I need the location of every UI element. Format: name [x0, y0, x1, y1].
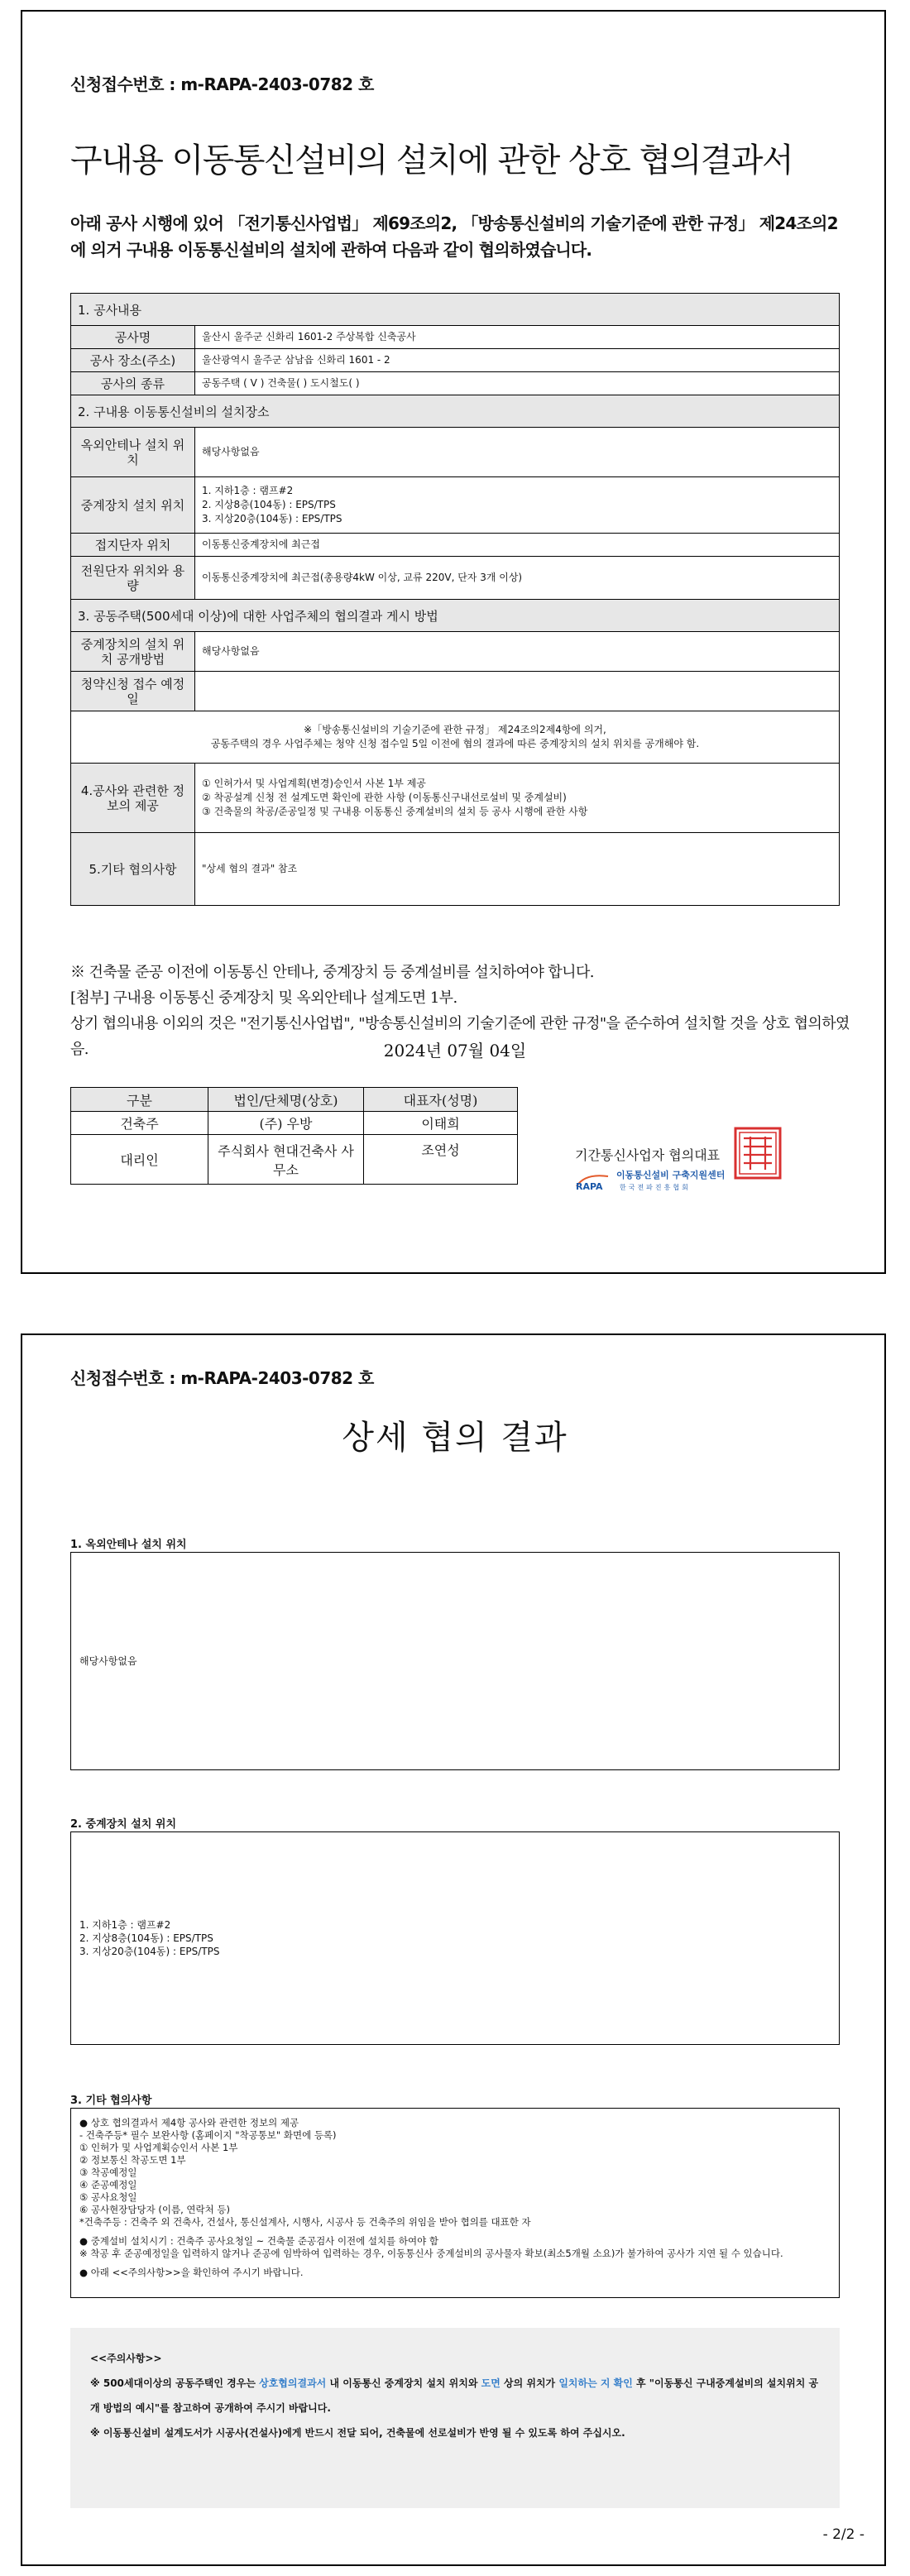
info-provision-label: 4.공사와 관련한 정보의 제공	[71, 764, 195, 833]
agreement-date: 2024년 07월 04일	[383, 1041, 527, 1061]
project-type-label: 공사의 종류	[71, 372, 195, 395]
other-matters-label: 5.기타 협의사항	[71, 833, 195, 906]
info-provision-value	[195, 764, 840, 833]
outdoor-antenna-label: 옥외안테나 설치 위치	[71, 428, 195, 477]
power-terminal-value: 이동통신중계장치에 최근접(총용량4kW 이상, 교류 220V, 단자 3개 이상)	[195, 557, 840, 600]
detail-line: ① 인허가 및 사업계획승인서 사본 1부	[79, 2142, 238, 2153]
caution-highlight: 상호협의결과서	[259, 2377, 327, 2389]
disclosure-notice	[71, 711, 840, 764]
application-number: 신청접수번호 : m-RAPA-2403-0782 호	[70, 1368, 374, 1388]
s1-value: 해당사항없음	[79, 1655, 137, 1667]
caution-text: 상의 위치가	[500, 2377, 559, 2389]
table-cell: (주) 우방	[208, 1112, 364, 1135]
rapa-logo-icon	[575, 1171, 610, 1191]
outdoor-antenna-box	[70, 1552, 840, 1770]
repeater-line: 3. 지상20층(104동) : EPS/TPS	[79, 1946, 220, 1957]
caution-text: ※ 500세대이상의 공동주택인 경우는	[90, 2377, 260, 2389]
application-number: 신청접수번호 : m-RAPA-2403-0782 호	[70, 74, 374, 94]
other-matters-value: "상세 협의 결과" 참조	[195, 833, 840, 906]
detail-line: ● 아래 <<주의사항>>을 확인하여 주시기 바랍니다.	[79, 2267, 304, 2278]
caution-line-1	[90, 2371, 820, 2420]
page-number: - 2/2 -	[822, 2526, 864, 2543]
repeater-line: 2. 지상8층(104동) : EPS/TPS	[79, 1932, 213, 1944]
official-seal-icon	[734, 1127, 782, 1180]
caution-text: 내 이동통신 중계장치 설치 위치와	[326, 2377, 481, 2389]
table-cell: 건축주	[71, 1112, 208, 1135]
subscription-date-label: 청약신청 접수 예정일	[71, 672, 195, 711]
outdoor-antenna-value: 해당사항없음	[195, 428, 840, 477]
detail-line: ④ 준공예정일	[79, 2179, 137, 2191]
table-cell: 이태희	[364, 1112, 518, 1135]
note-line: 상기 협의내용 이외의 것은 "전기통신사업법", "방송통신설비의 기술기준에 관한 규정"을 준수하여 설치할 것을 상호 협의하였음.	[70, 1015, 850, 1058]
caution-title: <<주의사항>>	[90, 2353, 162, 2364]
agency-line: 기간통신사업자 협의대표	[575, 1147, 721, 1163]
repeater-line: 2. 지상8층(104동) : EPS/TPS	[202, 499, 336, 510]
repeater-line: 3. 지상20층(104동) : EPS/TPS	[202, 513, 342, 524]
detail-line: *건축주등 : 건축주 외 건축사, 건설사, 통신설계사, 시행사, 시공사 등 건축주의 위임을 받아 협의를 대표한 자	[79, 2216, 531, 2228]
caution-box	[70, 2328, 840, 2508]
info-line: ① 인허가서 및 사업계획(변경)승인서 사본 1부 제공	[202, 778, 426, 789]
caution-line-2: ※ 이동통신설비 설계도서가 시공사(건설사)에게 반드시 전달 되어, 건축물에 선로설비가 반영 될 수 있도록 하여 주십시오.	[90, 2427, 625, 2439]
repeater-location-value	[195, 477, 840, 534]
section2-heading: 2. 구내용 이동통신설비의 설치장소	[71, 395, 840, 428]
project-name-label: 공사명	[71, 326, 195, 349]
page-1	[21, 10, 886, 1274]
detail-line: ● 상호 협의결과서 제4항 공사와 관련한 정보의 제공	[79, 2117, 299, 2128]
disclosure-method-label: 중계장치의 설치 위치 공개방법	[71, 632, 195, 672]
col-header: 대표자(성명)	[364, 1088, 518, 1112]
table-cell: 조연성	[364, 1135, 518, 1185]
other-matters-box	[70, 2108, 840, 2298]
subscription-date-value	[195, 672, 840, 711]
repeater-box	[70, 1831, 840, 2045]
notice-line: 공동주택의 경우 사업주체는 청약 신청 접수일 5일 이전에 협의 결과에 따른 중계장치의 설치 위치를 공개해야 함.	[210, 738, 700, 749]
table-cell: 주식회사 현대건축사 사무소	[208, 1135, 364, 1185]
s1-label: 1. 옥외안테나 설치 위치	[70, 1539, 187, 1551]
detail-line: - 건축주등* 필수 보완사항 (홈페이지 "착공통보" 화면에 등록)	[79, 2129, 337, 2141]
repeater-location-label: 중계장치 설치 위치	[71, 477, 195, 534]
repeater-line: 1. 지하1층 : 램프#2	[202, 485, 294, 496]
detail-line: ⑤ 공사요청일	[79, 2191, 137, 2203]
ground-terminal-value: 이동통신중계장치에 최근접	[195, 534, 840, 557]
section1-heading: 1. 공사내용	[71, 294, 840, 326]
col-header: 법인/단체명(상호)	[208, 1088, 364, 1112]
intro-text: 아래 공사 시행에 있어 「전기통신사업법」 제69조의2, 「방송통신설비의 기술기준에 관한 규정」 제24조의2에 의거 구내용 이동통신설비의 설치에 관하여 다음과 같이 협의하였습니다.	[70, 213, 838, 260]
project-name-value: 울산시 울주군 신화리 1601-2 주상복합 신축공사	[195, 326, 840, 349]
document-title: 구내용 이동통신설비의 설치에 관한 상호 협의결과서	[70, 141, 793, 180]
caution-highlight: 일치하는 지 확인	[558, 2377, 633, 2389]
col-header: 구분	[71, 1088, 208, 1112]
disclosure-method-value: 해당사항없음	[195, 632, 840, 672]
power-terminal-label: 전원단자 위치와 용량	[71, 557, 195, 600]
detail-line: ※ 착공 후 준공예정일을 입력하지 않거나 준공에 임박하여 입력하는 경우, 이동통신사 중계설비의 공사물자 확보(최소5개월 소요)가 불가하여 공사가 지연 될 수 있습니다.	[79, 2248, 783, 2259]
agreement-table	[70, 293, 840, 906]
section3-heading: 3. 공동주택(500세대 이상)에 대한 사업주체의 협의결과 게시 방법	[71, 600, 840, 632]
caution-text: 후 "이동통신 구내중계설비의 설치위치 공개 방법의 예시"를 참고하여 공개하여 주시기 바랍니다.	[90, 2377, 819, 2414]
rapa-name: 이동통신설비 구축지원센터	[616, 1170, 726, 1180]
notice-line: ※「방송통신설비의 기술기준에 관한 규정」 제24조의2제4항에 의거,	[304, 724, 606, 735]
detail-title: 상세 협의 결과	[342, 1419, 568, 1457]
rapa-logo-text: RAPA	[576, 1181, 603, 1191]
page-2	[21, 1333, 886, 2566]
project-type-value: 공동주택 ( V ) 건축물( ) 도시철도( )	[195, 372, 840, 395]
rapa-subtitle: 한국전파진흥협회	[620, 1184, 691, 1191]
detail-line: ● 중계설비 설치시기 : 건축주 공사요청일 ~ 건축물 준공검사 이전에 설치를 하여야 함	[79, 2235, 439, 2247]
signatory-table	[70, 1087, 518, 1185]
info-line: ③ 건축물의 착공/준공일정 및 구내용 이동통신 중계설비의 설치 등 공사 시행에 관한 사항	[202, 806, 588, 817]
info-line: ② 착공설계 신청 전 설계도면 확인에 관한 사항 (이동통신구내선로설비 및 중계설비)	[202, 792, 567, 803]
project-address-value: 울산광역시 울주군 삼남읍 신화리 1601 - 2	[195, 349, 840, 372]
detail-line: ⑥ 공사현장담당자 (이름, 연락처 등)	[79, 2204, 230, 2215]
caution-highlight: 도면	[481, 2377, 500, 2389]
repeater-line: 1. 지하1층 : 램프#2	[79, 1919, 171, 1931]
detail-line: ② 정보통신 착공도면 1부	[79, 2154, 186, 2166]
detail-line: ③ 착공예정일	[79, 2167, 137, 2178]
project-address-label: 공사 장소(주소)	[71, 349, 195, 372]
ground-terminal-label: 접지단자 위치	[71, 534, 195, 557]
s2-label: 2. 중계장치 설치 위치	[70, 1818, 177, 1831]
table-cell: 대리인	[71, 1135, 208, 1185]
note-line: [첨부] 구내용 이동통신 중계장치 및 옥외안테나 설계도면 1부.	[70, 989, 457, 1007]
s3-label: 3. 기타 협의사항	[70, 2095, 152, 2107]
note-line: ※ 건축물 준공 이전에 이동통신 안테나, 중계장치 등 중계설비를 설치하여야 합니다.	[70, 964, 594, 981]
